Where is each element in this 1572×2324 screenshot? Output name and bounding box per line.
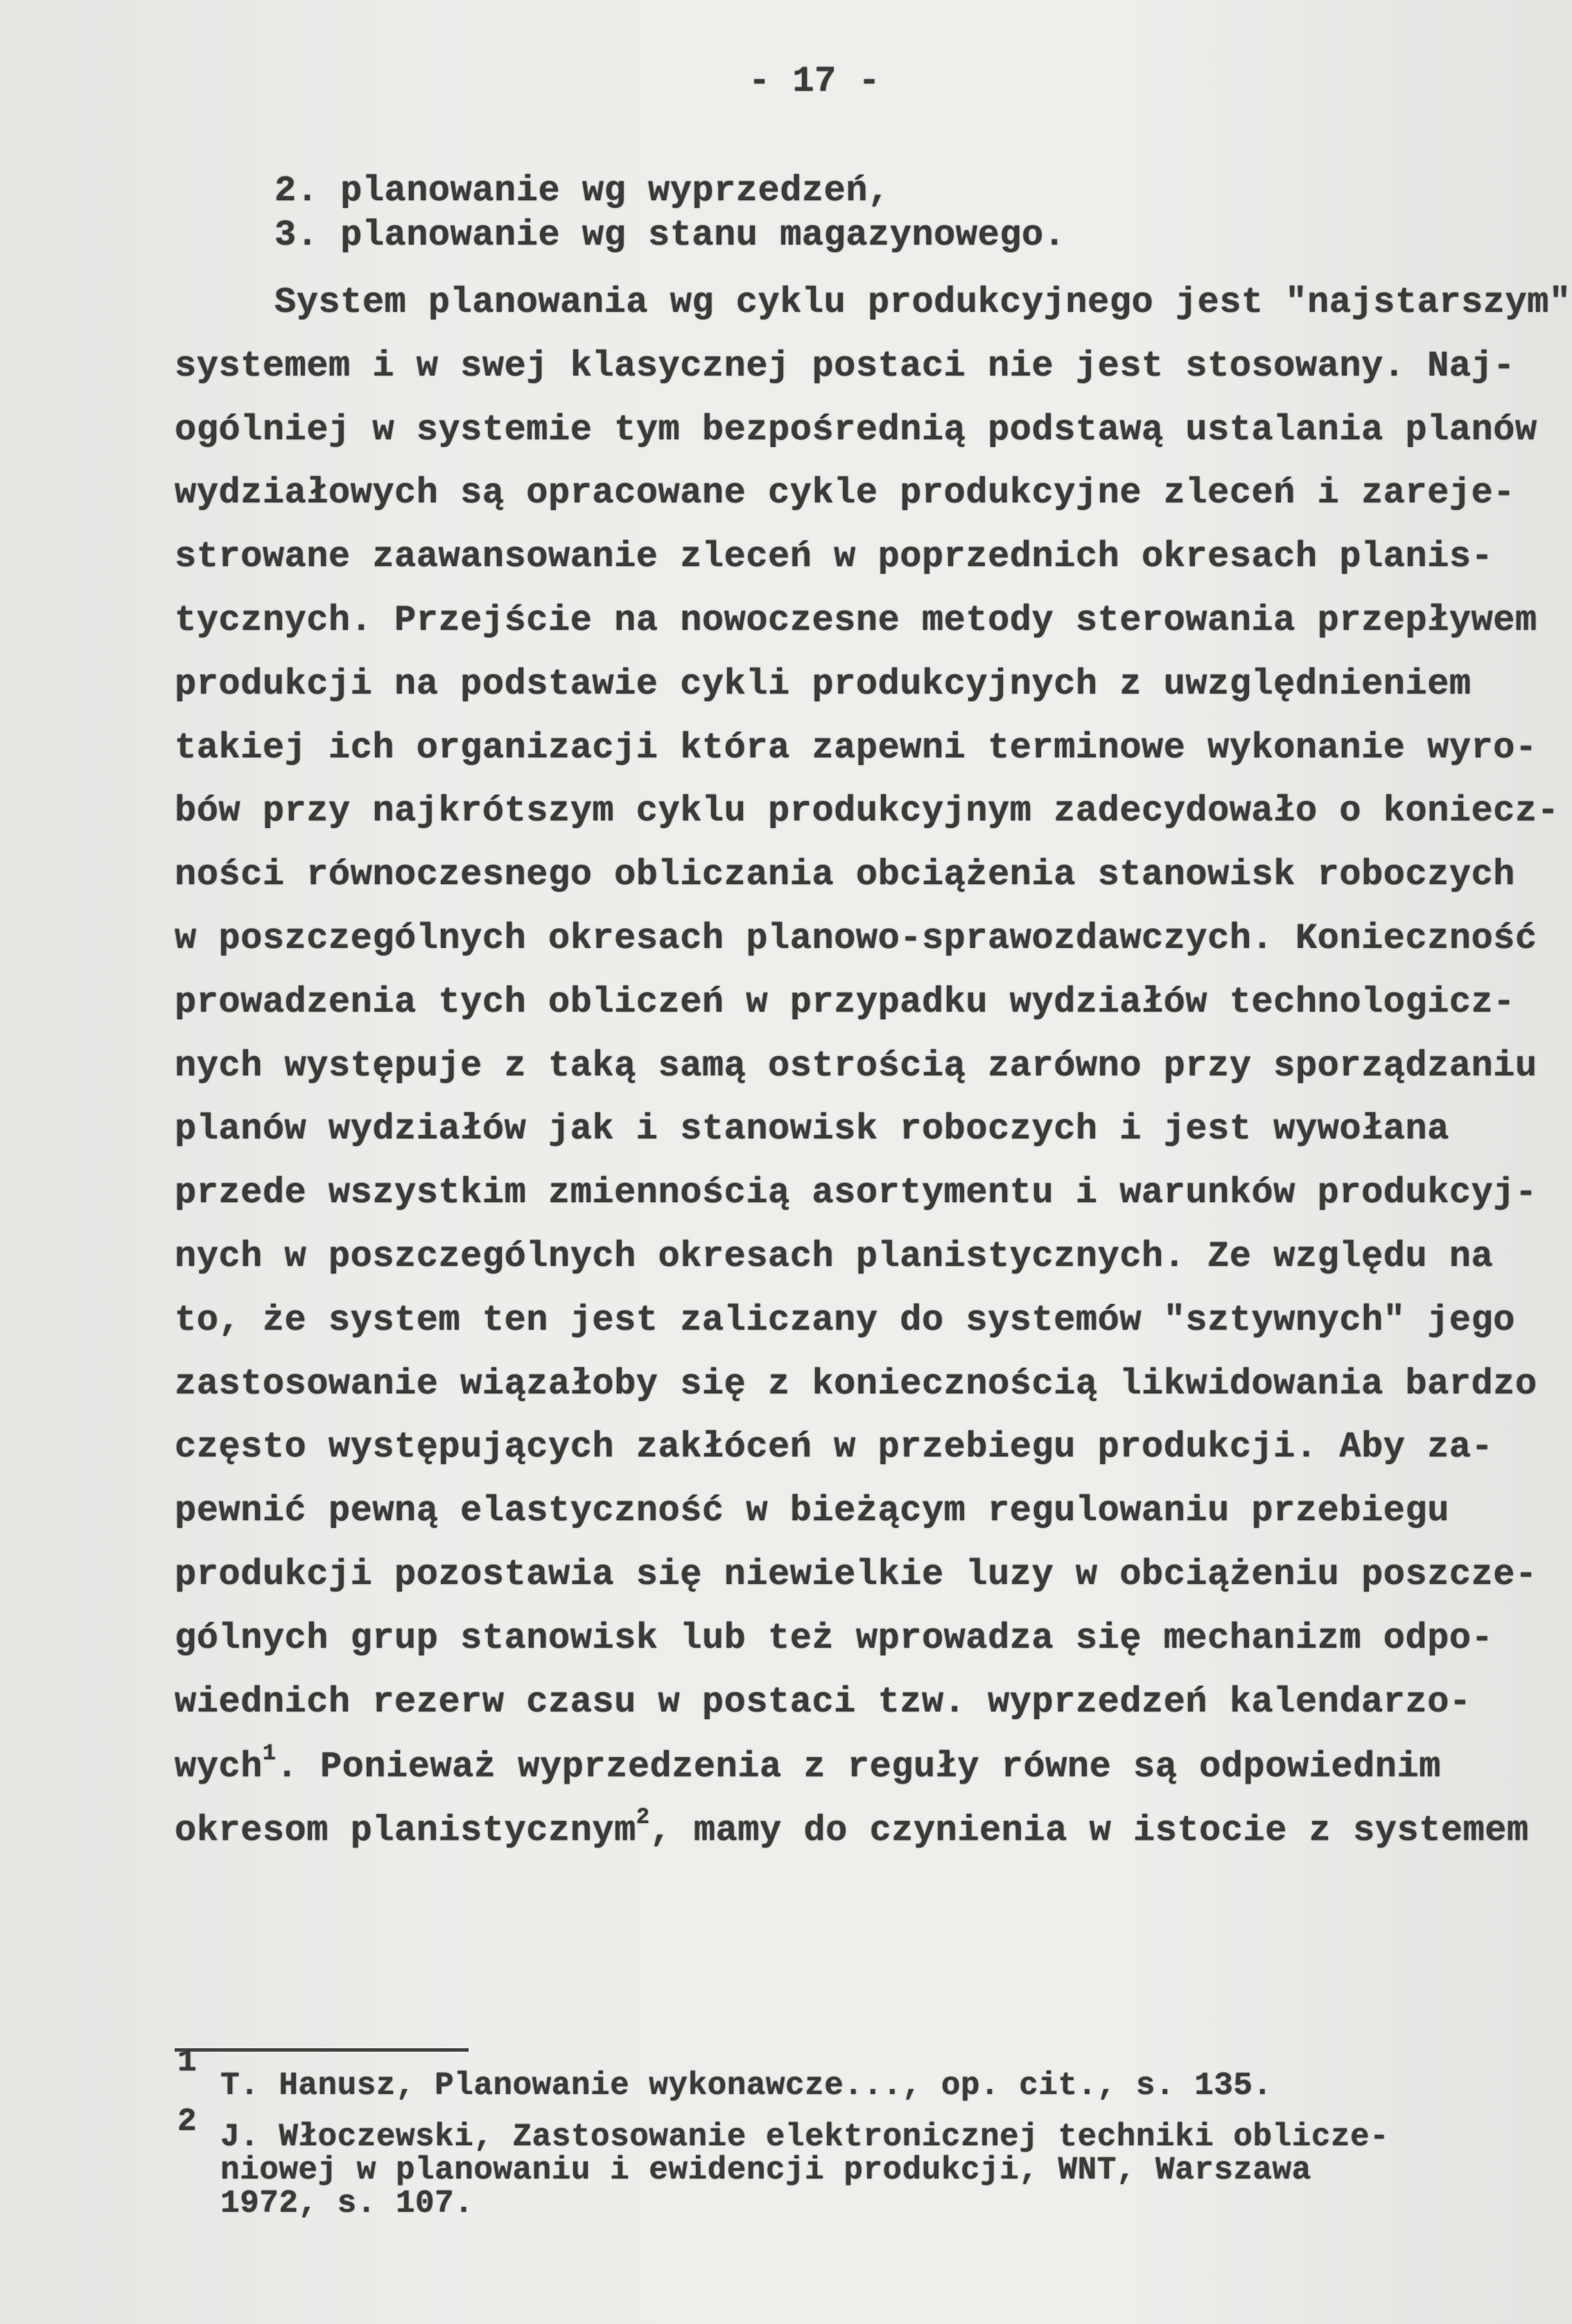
footnote-2-line: niowej w planowaniu i ewidencji produkcji, WNT, Warszawa: [220, 2152, 1311, 2188]
body-line: często występujących zakłóceń w przebiegu produkcji. Aby za-: [175, 1427, 1494, 1468]
body-line: ogólniej w systemie tym bezpośrednią podstawą ustalania planów: [175, 409, 1537, 450]
text: . Ponieważ wyprzedzenia z reguły równe są odpowiednim: [276, 1746, 1441, 1788]
body-line: pewnić pewną elastyczność w bieżącym regulowaniu przebiegu: [175, 1490, 1449, 1532]
body-line: w poszczególnych okresach planowo-sprawozdawczych. Konieczność: [175, 918, 1537, 959]
body-line: bów przy najkrótszym cyklu produkcyjnym zadecydowało o koniecz-: [175, 791, 1560, 832]
body-line: produkcji na podstawie cykli produkcyjnych z uwzględnieniem: [175, 663, 1471, 705]
body-line: planów wydziałów jak i stanowisk roboczych i jest wywołana: [175, 1109, 1449, 1150]
footnote-ref: 1: [262, 1741, 277, 1767]
body-line: zastosowanie wiązałoby się z koniecznością likwidowania bardzo: [175, 1363, 1537, 1405]
footnote-ref: 2: [636, 1804, 650, 1831]
body-line: przede wszystkim zmiennością asortymentu i warunków produkcyj-: [175, 1172, 1537, 1214]
body-line: systemem i w swej klasycznej postaci nie jest stosowany. Naj-: [175, 345, 1516, 387]
body-line: nych występuje z taką samą ostrością zarówno przy sporządzaniu: [175, 1045, 1537, 1086]
body-line-footnote-ref-2: [175, 1804, 1529, 1851]
text: wych: [175, 1746, 263, 1788]
body-line: wydziałowych są opracowane cykle produkcyjne zleceń i zareje-: [175, 473, 1516, 514]
text: okresom planistycznym: [175, 1810, 636, 1851]
body-line: gólnych grup stanowisk lub też wprowadza się mechanizm odpo-: [175, 1617, 1494, 1659]
text: , mamy do czynienia w istocie z systemem: [649, 1810, 1529, 1851]
footnote-separator: [175, 2048, 469, 2052]
page-number: - 17 -: [749, 61, 881, 102]
body-line: prowadzenia tych obliczeń w przypadku wydziałów technologicz-: [175, 981, 1516, 1023]
body-line: takiej ich organizacji która zapewni terminowe wykonanie wyro-: [175, 727, 1537, 768]
body-line: System planowania wg cyklu produkcyjnego jest "najstarszym": [274, 282, 1571, 323]
footnote-mark: 2: [177, 2104, 198, 2140]
list-item: 3. planowanie wg stanu magazynowego.: [274, 215, 1066, 256]
footnote-2-line: J. Włoczewski, Zastosowanie elektronicznej techniki oblicze-: [220, 2119, 1390, 2155]
footnote-1: T. Hanusz, Planowanie wykonawcze..., op. cit., s. 135.: [220, 2068, 1273, 2104]
body-line: ności równoczesnego obliczania obciążenia stanowisk roboczych: [175, 854, 1516, 896]
body-line: nych w poszczególnych okresach planistycznych. Ze względu na: [175, 1236, 1494, 1277]
body-line: produkcji pozostawia się niewielkie luzy w obciążeniu poszcze-: [175, 1554, 1537, 1595]
body-line: strowane zaawansowanie zleceń w poprzednich okresach planis-: [175, 536, 1494, 578]
footnote-mark: 1: [177, 2044, 198, 2080]
body-line: to, że system ten jest zaliczany do systemów "sztywnych" jego: [175, 1299, 1516, 1341]
body-line-footnote-ref-1: [175, 1741, 1441, 1788]
footnote-2-line: 1972, s. 107.: [220, 2185, 474, 2221]
body-line: tycznych. Przejście na nowoczesne metody sterowania przepływem: [175, 600, 1537, 641]
body-line: wiednich rezerw czasu w postaci tzw. wyprzedzeń kalendarzo-: [175, 1681, 1471, 1723]
list-item: 2. planowanie wg wyprzedzeń,: [274, 170, 890, 211]
